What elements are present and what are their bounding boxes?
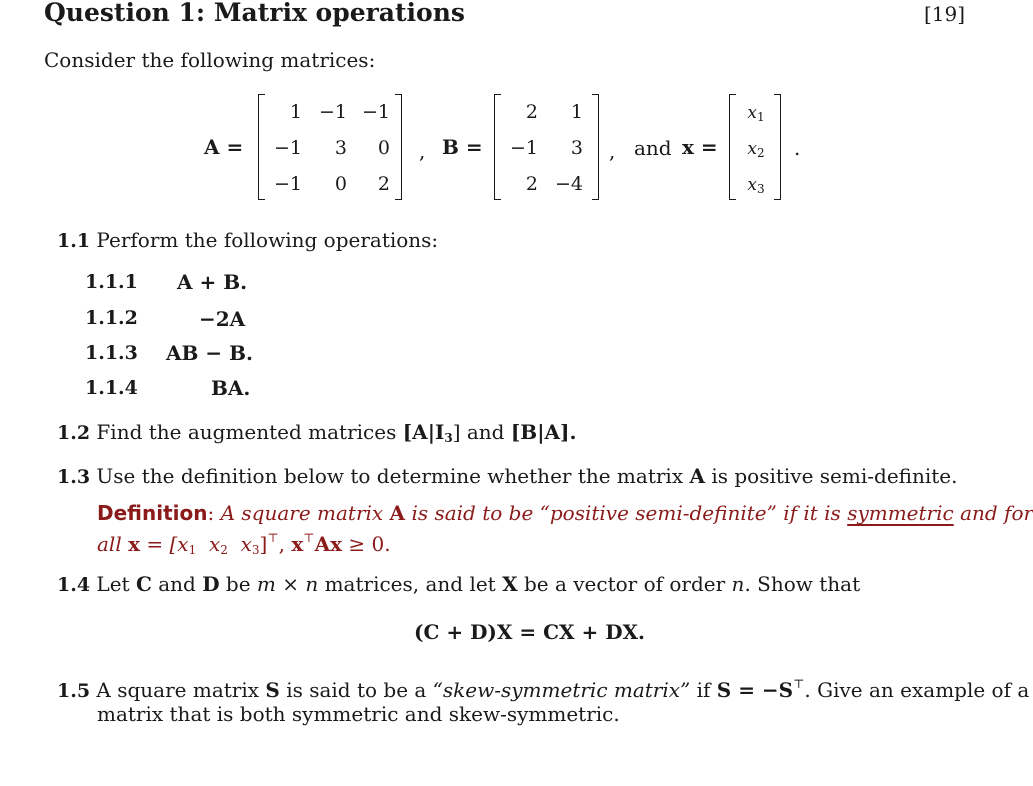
- matrix-b-cell: 1: [570, 101, 583, 123]
- question-1-5: [57, 678, 1029, 701]
- symmetric-link[interactable]: symmetric: [847, 501, 954, 525]
- separator-comma: ,: [609, 139, 616, 163]
- question-text: A square matrix: [96, 678, 260, 702]
- subscript: 3: [251, 543, 260, 557]
- subquestion-expression: A + B.: [177, 270, 248, 294]
- question-1-1: [57, 230, 438, 251]
- matrix-a-cell: −1: [318, 101, 347, 123]
- matrix-c-symbol: C: [135, 572, 152, 596]
- transpose-symbol: ⊤: [267, 531, 279, 545]
- definition-xt: x: [291, 532, 304, 556]
- matrix-a-cell: 2: [377, 173, 390, 195]
- question-number: 1.3: [57, 466, 91, 488]
- and-word: and: [466, 420, 505, 444]
- augmented-matrix-1-sub: 3: [444, 431, 453, 445]
- skew-symmetric-term: “skew-symmetric matrix”: [432, 678, 691, 702]
- display-equation: (C + D)X = CX + DX.: [414, 620, 646, 644]
- matrix-d-symbol: D: [202, 572, 220, 596]
- augmented-matrix-1: [A|I: [402, 420, 445, 444]
- question-text: is said to be a: [286, 678, 427, 702]
- page-title: Question 1: Matrix operations: [44, 0, 465, 27]
- definition-line-1: [97, 503, 1033, 523]
- subquestion-number: 1.1.4: [85, 377, 138, 399]
- question-1-2: [57, 422, 576, 444]
- matrix-a-cell: 0: [334, 173, 347, 195]
- question-1-4: [57, 574, 860, 595]
- augmented-matrix-1-close: ]: [452, 420, 461, 444]
- vector-x-entry: [736, 177, 776, 195]
- subquestion-expression: BA.: [211, 376, 251, 400]
- matrix-a-cell: 3: [334, 137, 347, 159]
- definition-colon: :: [207, 501, 215, 525]
- transpose-symbol: ⊤: [303, 531, 315, 545]
- matrix-a-cell: 1: [289, 101, 302, 123]
- matrix-a-right-bracket: [395, 94, 402, 200]
- definition-vector-x2: x: [208, 532, 221, 556]
- vector-x-subscript: 3: [756, 182, 765, 196]
- and-word: and: [634, 136, 672, 160]
- subquestion-number: 1.1.1: [85, 271, 138, 293]
- matrix-s-symbol: S: [265, 678, 280, 702]
- question-number: 1.1: [57, 230, 91, 252]
- matrix-a-cell: 0: [377, 137, 390, 159]
- definition-text: and for: [960, 501, 1033, 525]
- question-1-3: [57, 466, 958, 487]
- vector-x-label: x =: [682, 135, 718, 159]
- subquestion-expression: −2A: [199, 307, 246, 331]
- question-text: be: [225, 572, 251, 596]
- matrix-a-label: A =: [204, 135, 244, 159]
- vector-x-entry: [736, 105, 776, 123]
- subscript: 2: [220, 543, 228, 557]
- definition-inequality: ≥ 0.: [348, 532, 391, 556]
- matrix-b-right-bracket: [592, 94, 599, 200]
- definition-matrix-a: A: [389, 501, 406, 525]
- question-text-tail: is positive semi-definite.: [711, 464, 958, 488]
- vector-x-left-bracket: [729, 94, 736, 200]
- question-text: and: [158, 572, 196, 596]
- definition-vector-open: = [x: [146, 532, 189, 556]
- definition-comma: ,: [278, 532, 285, 556]
- matrix-b-cell: −1: [509, 137, 538, 159]
- subquestion-number: 1.1.3: [85, 342, 138, 364]
- question-number: 1.5: [57, 680, 91, 702]
- vector-x-symbol: X: [502, 572, 518, 596]
- matrix-dimensions: m × n: [256, 572, 319, 596]
- matrix-b-cell: 2: [525, 173, 538, 195]
- question-text: if: [696, 678, 711, 702]
- vector-x-subscript: 1: [756, 110, 765, 124]
- matrix-b-cell: 2: [525, 101, 538, 123]
- definition-vector-close: ]: [259, 532, 268, 556]
- subquestion-expression: AB − B.: [166, 341, 253, 365]
- question-text: matrices, and let: [324, 572, 496, 596]
- question-text: . Show that: [744, 572, 861, 596]
- subquestion-number: 1.1.2: [85, 307, 138, 329]
- question-text: . Give an example of a: [804, 678, 1030, 702]
- subscript: 1: [188, 543, 197, 557]
- question-text: be a vector of order: [523, 572, 726, 596]
- question-text: Use the definition below to determine whether the matrix: [96, 464, 684, 488]
- separator-comma: ,: [419, 139, 426, 163]
- matrix-b-cell: 3: [570, 137, 583, 159]
- definition-text: A square matrix: [220, 501, 384, 525]
- question-number: 1.4: [57, 574, 91, 596]
- definition-line-2: [97, 532, 391, 556]
- vector-x-var: x: [747, 103, 757, 123]
- matrix-b-cell: −4: [554, 173, 583, 195]
- question-text: Perform the following operations:: [96, 228, 439, 252]
- intro-text: Consider the following matrices:: [44, 48, 376, 72]
- vector-x-var: x: [747, 175, 757, 195]
- definition-text: all: [97, 532, 122, 556]
- matrix-a-symbol: A: [689, 464, 705, 488]
- question-1-5-line-2: matrix that is both symmetric and skew-symmetric.: [97, 702, 620, 726]
- definition-ax: Ax: [314, 532, 343, 556]
- definition-x: x: [128, 532, 141, 556]
- augmented-matrix-2: [B|A].: [510, 420, 577, 444]
- matrix-a-cell: −1: [273, 137, 302, 159]
- order-n: n: [731, 572, 745, 596]
- matrix-a-cell: −1: [361, 101, 390, 123]
- matrix-b-label: B =: [442, 135, 483, 159]
- definition-label: Definition: [97, 501, 208, 525]
- question-text: Let: [96, 572, 130, 596]
- vector-x-var: x: [747, 139, 757, 159]
- vector-x-subscript: 2: [756, 146, 765, 160]
- marks-badge: [19]: [924, 2, 966, 26]
- definition-text: is said to be “positive semi-definite” if it is: [411, 501, 841, 525]
- transpose-symbol: ⊤: [793, 677, 805, 691]
- skew-equation: S = −S: [716, 678, 794, 702]
- matrix-a-cell: −1: [273, 173, 302, 195]
- question-text: Find the augmented matrices: [96, 420, 397, 444]
- question-number: 1.2: [57, 422, 91, 444]
- definition-vector-x3: x: [240, 532, 252, 556]
- end-period: .: [794, 136, 801, 160]
- vector-x-entry: [736, 141, 776, 159]
